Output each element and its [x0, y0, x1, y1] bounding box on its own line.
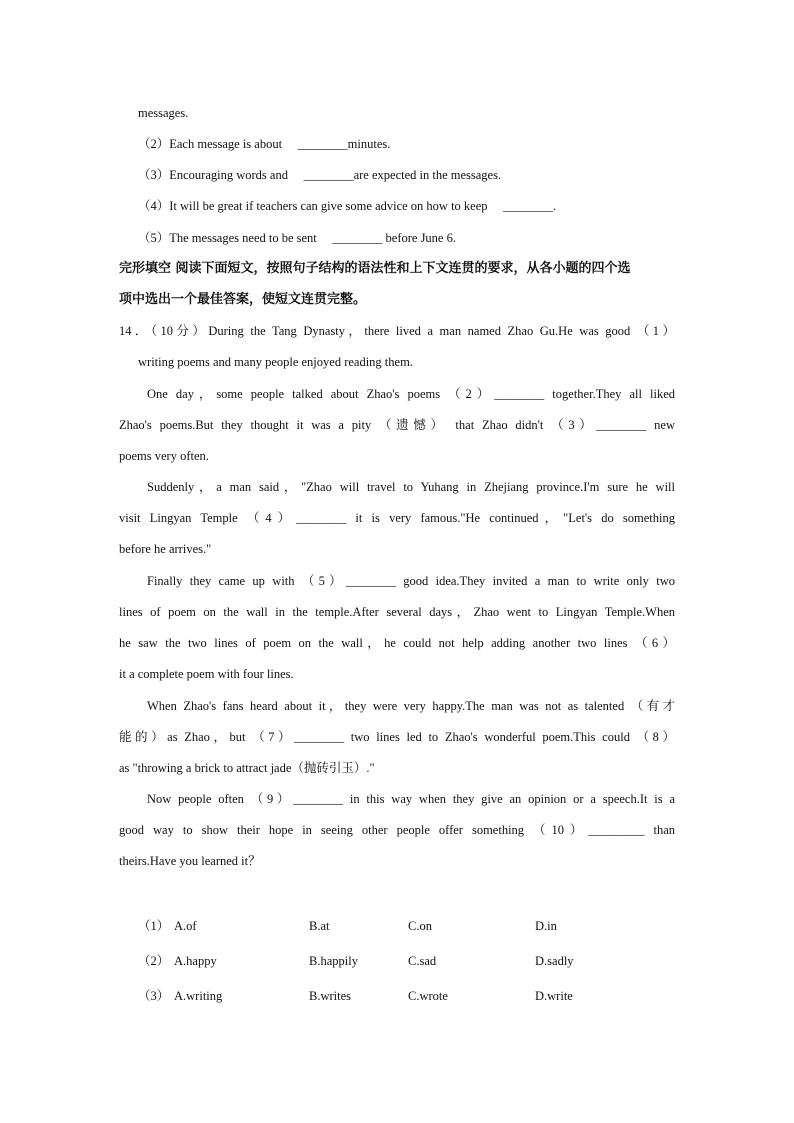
passage-line: poems very often. — [119, 449, 209, 463]
option-a: A.writing — [174, 989, 223, 1003]
prev-question-item: （2）Each message is about ________minutes. — [138, 137, 391, 151]
passage-line: lines of poem on the wall in the temple.After several days，Zhao went to Lingyan Temple.When — [119, 605, 675, 619]
passage-line: One day，some people talked about Zhao's poems （2）________ together.They all liked — [147, 387, 675, 401]
passage-line: Now people often （9）________ in this way when they give an opinion or a speech.It is a — [147, 792, 675, 806]
option-number: （2） — [138, 954, 170, 968]
option-number: （1） — [138, 919, 170, 933]
prev-question-item: （4）It will be great if teachers can give some advice on how to keep ________. — [138, 199, 557, 213]
option-c: C.wrote — [408, 989, 448, 1003]
section-heading: 完形填空 阅读下面短文，按照句子结构的语法性和上下文连贯的要求，从各小题的四个选 — [119, 261, 631, 276]
passage-line: When Zhao's fans heard about it，they were very happy.The man was not as talented （有才 — [147, 699, 675, 713]
option-d: D.sadly — [535, 954, 574, 968]
option-a: A.of — [174, 919, 197, 933]
passage-line: writing poems and many people enjoyed reading them. — [138, 355, 413, 369]
passage-line: Finally they came up with （5）________ good idea.They invited a man to write only two — [147, 574, 675, 588]
passage-line: it a complete poem with four lines. — [119, 667, 294, 681]
prev-question-item: （5）The messages need to be sent ________ before June 6. — [138, 231, 456, 245]
option-c: C.on — [408, 919, 432, 933]
option-d: D.in — [535, 919, 557, 933]
passage-line: as "throwing a brick to attract jade（抛砖引玉）." — [119, 761, 375, 775]
option-b: B.writes — [309, 989, 352, 1003]
passage-line: Zhao's poems.But they thought it was a pity （遗憾） that Zhao didn't （3）________ new — [119, 418, 675, 432]
option-b: B.at — [309, 919, 330, 933]
passage-line: Suddenly，a man said，"Zhao will travel to Yuhang in Zhejiang province.I'm sure he will — [147, 480, 675, 494]
passage-line: 能的）as Zhao，but （7）________ two lines led to Zhao's wonderful poem.This could （8） — [119, 730, 675, 744]
option-a: A.happy — [174, 954, 217, 968]
prev-question-continuation: messages. — [138, 106, 189, 120]
passage-line: before he arrives." — [119, 542, 212, 556]
option-d: D.write — [535, 989, 573, 1003]
option-number: （3） — [138, 989, 170, 1003]
passage-line: visit Lingyan Temple （4）________ it is very famous."He continued，"Let's do something — [119, 511, 675, 525]
prev-question-item: （3）Encouraging words and ________are expected in the messages. — [138, 168, 502, 182]
section-heading: 项中选出一个最佳答案，使短文连贯完整。 — [119, 292, 367, 307]
passage-line: theirs.Have you learned it？ — [119, 854, 261, 868]
option-c: C.sad — [408, 954, 437, 968]
passage-line: good way to show their hope in seeing other people offer something （10）_________ than — [119, 823, 675, 837]
passage-line: 14．（10分）During the Tang Dynasty，there lived a man named Zhao Gu.He was good （1） — [119, 324, 675, 338]
option-b: B.happily — [309, 954, 358, 968]
passage-line: he saw the two lines of poem on the wall，he could not help adding another two lines （6） — [119, 636, 675, 650]
